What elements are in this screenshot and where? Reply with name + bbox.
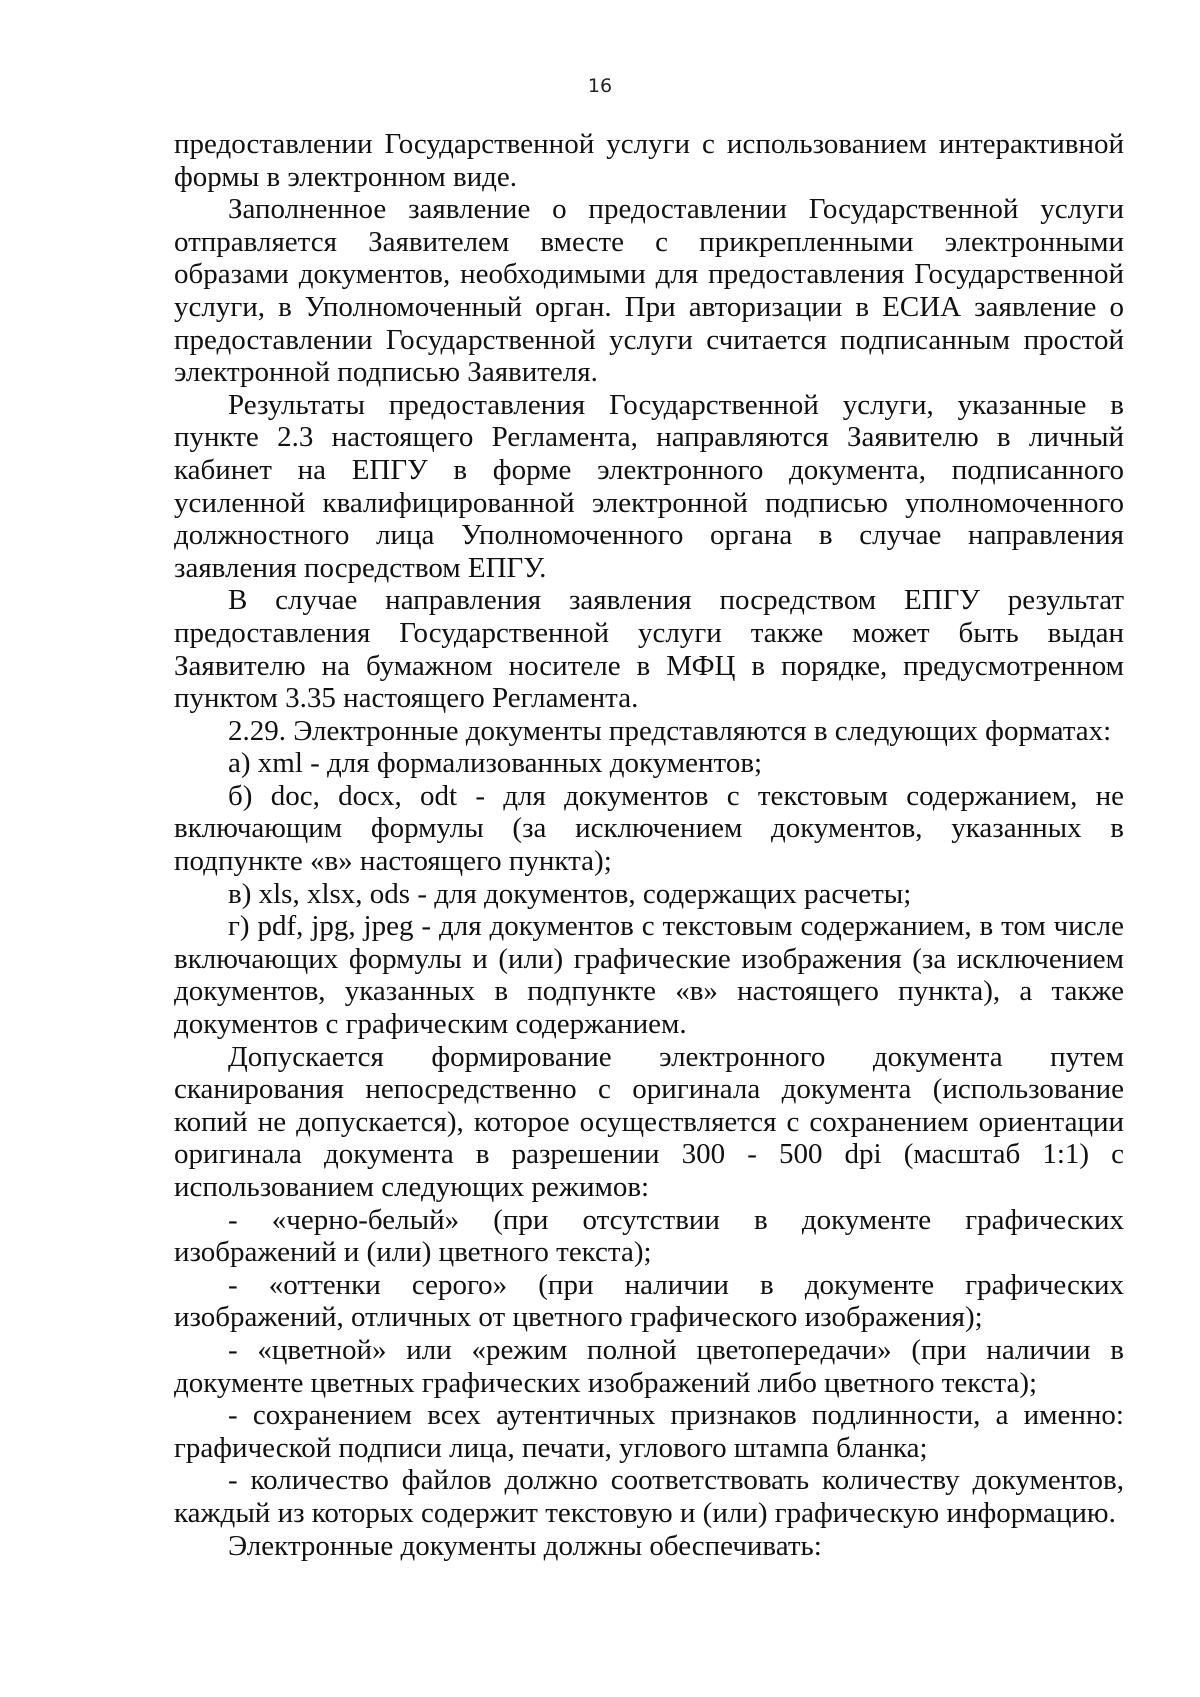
list-item-a: а) xml - для формализованных документов; (228, 747, 763, 780)
paragraph-results: Результаты предоставления Государственной услуги, указанные в пункте 2.3 настоящего Регламента, направляются Заявителю в личный кабинет на ЕПГУ в форме электронного документа, подписанного усиленной квалифицированной электронной подписью уполномоченного должностного лица Уполномоченного органа в случае направления заявления посредством ЕПГУ. (174, 388, 1124, 584)
page-number: 16 (587, 75, 613, 97)
list-item-mode-bw: - «черно-белый» (при отсутствии в документе графических изображений и (или) цветного текста); (174, 1203, 1124, 1269)
paragraph-application-submission: Заполненное заявление о предоставлении Государственной услуги отправляется Заявителем вместе с прикрепленными электронными образами документов, необходимыми для предоставления Государственной услуги, в Уполномоченный орган. При авторизации в ЕСИА заявление о предоставлении Государственной услуги считается подписанным простой электронной подписью Заявителя. (174, 193, 1124, 389)
list-item-mode-gray: - «оттенки серого» (при наличии в документе графических изображений, отличных от цветного графического изображения); (174, 1268, 1124, 1334)
paragraph-paper-result: В случае направления заявления посредством ЕПГУ результат предоставления Государственной услуги также может быть выдан Заявителю на бумажном носителе в МФЦ в порядке, предусмотренном пунктом 3.35 настоящего Регламента. (174, 584, 1124, 715)
paragraph-scanning: Допускается формирование электронного документа путем сканирования непосредственно с оригинала документа (использование копий не допускается), которое осуществляется с сохранением ориентации оригинала документа в разрешении 300 - 500 dpi (масштаб 1:1) с использованием следующих режимов: (174, 1040, 1124, 1203)
list-item-file-count: - количество файлов должно соответствовать количеству документов, каждый из которых содержит текстовую и (или) графическую информацию. (174, 1464, 1124, 1529)
list-item-g: г) pdf, jpg, jpeg - для документов с текстовым содержанием, в том числе включающих формулы и (или) графические изображения (за исключением документов, указанных в подпункте «в» настоящего пункта), а также документов с графическим содержанием. (174, 910, 1124, 1041)
document-body (174, 128, 1124, 1562)
list-item-b: б) doc, docx, odt - для документов с текстовым содержанием, не включающим формулы (за исключением документов, указанных в подпункте «в» настоящего пункта); (174, 779, 1124, 878)
paragraph-requirements: Электронные документы должны обеспечивать: (228, 1529, 822, 1562)
paragraph-continuation: предоставлении Государственной услуги с использованием интерактивной формы в электронном виде. (174, 128, 1124, 193)
list-item-mode-color: - «цветной» или «режим полной цветопередачи» (при наличии в документе цветных графических изображений либо цветного текста); (174, 1333, 1124, 1399)
list-item-v: в) xls, xlsx, ods - для документов, содержащих расчеты; (228, 877, 912, 910)
paragraph-section-2-29: 2.29. Электронные документы представляются в следующих форматах: (228, 714, 1112, 747)
list-item-authenticity: - сохранением всех аутентичных признаков подлинности, а именно: графической подписи лица, печати, углового штампа бланка; (174, 1399, 1124, 1464)
